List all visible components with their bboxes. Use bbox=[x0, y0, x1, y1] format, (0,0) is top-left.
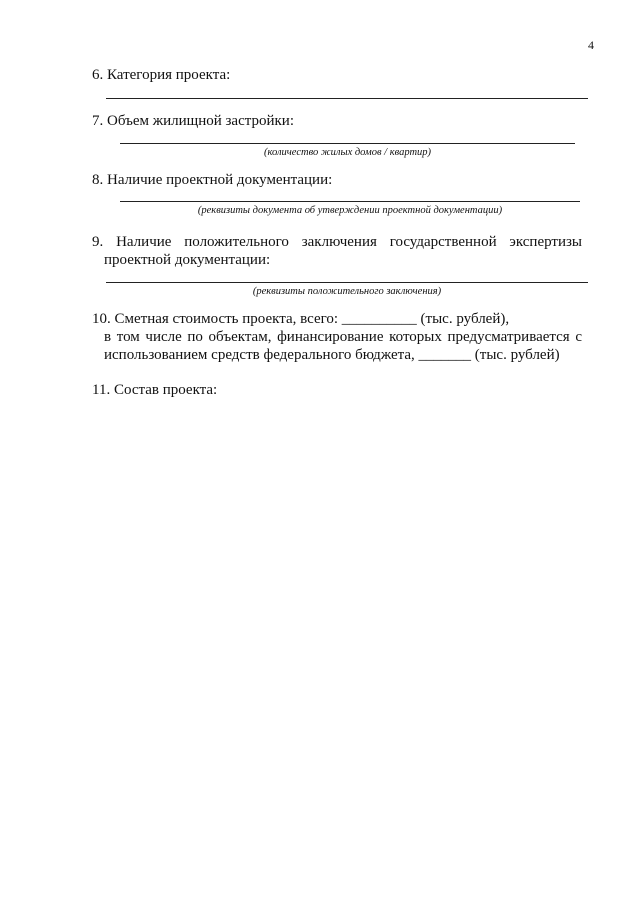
item-9-underline bbox=[106, 282, 588, 283]
item-11-label: 11. Состав проекта: bbox=[92, 382, 218, 398]
item-8-label: 8. Наличие проектной документации: bbox=[92, 172, 333, 188]
item-6-label: 6. Категория проекта: bbox=[92, 67, 231, 83]
item-7-underline bbox=[120, 143, 575, 144]
item-10-line-1: 10. Сметная стоимость проекта, всего: __________ (тыс. рублей), bbox=[92, 311, 510, 327]
item-9-line-2: проектной документации: bbox=[104, 252, 271, 268]
item-10-line-3: использованием средств федерального бюджета, _______ (тыс. рублей) bbox=[104, 347, 560, 363]
page-number: 4 bbox=[588, 38, 594, 52]
item-9-line-1: 9. Наличие положительного заключения государственной экспертизы bbox=[92, 234, 582, 250]
item-6-underline bbox=[106, 98, 588, 99]
item-8-underline bbox=[120, 201, 580, 202]
item-7-caption: (количество жилых домов / квартир) bbox=[263, 147, 432, 158]
item-7-label: 7. Объем жилищной застройки: bbox=[92, 113, 294, 129]
item-10-line-2: в том числе по объектам, финансирование которых предусматривается с bbox=[104, 329, 582, 345]
item-9-caption: (реквизиты положительного заключения) bbox=[252, 286, 442, 297]
item-8-caption: (реквизиты документа об утверждении проектной документации) bbox=[197, 205, 503, 216]
